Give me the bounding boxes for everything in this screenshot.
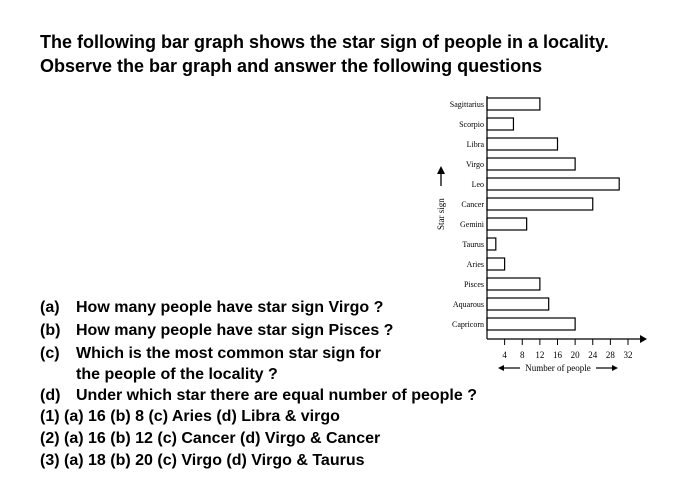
- bar-gemini: [487, 218, 527, 230]
- question-b-text: How many people have star sign Pisces ?: [76, 322, 394, 339]
- bar-capricorn: [487, 318, 575, 330]
- category-label-aquarous: Aquarous: [452, 300, 484, 309]
- question-a-label: (a): [40, 299, 60, 316]
- bar-sagittarius: [487, 98, 540, 110]
- bars-group: [487, 98, 619, 330]
- question-c-text: Which is the most common star sign for: [76, 345, 381, 362]
- category-label-virgo: Virgo: [465, 160, 484, 169]
- option-3: (3) (a) 18 (b) 20 (c) Virgo (d) Virgo & Taurus: [40, 452, 365, 469]
- category-label-leo: Leo: [471, 180, 484, 189]
- bar-pisces: [487, 278, 540, 290]
- category-label-cancer: Cancer: [461, 200, 484, 209]
- question-b: [40, 321, 393, 341]
- bar-scorpio: [487, 118, 513, 130]
- question-d-text: Under which star there are equal number of people ?: [76, 387, 477, 404]
- category-label-taurus: Taurus: [462, 240, 484, 249]
- option-2: (2) (a) 16 (b) 12 (c) Cancer (d) Virgo & Cancer: [40, 430, 381, 447]
- option-1: (1) (a) 16 (b) 8 (c) Aries (d) Libra & virgo: [40, 408, 340, 425]
- category-label-scorpio: Scorpio: [459, 120, 484, 129]
- x-tick-label-28: 28: [605, 350, 615, 360]
- question-d-label: (d): [40, 387, 61, 404]
- category-labels-group: [450, 100, 485, 329]
- x-tick-label-4: 4: [502, 350, 507, 360]
- question-b-label: (b): [40, 322, 61, 339]
- y-axis-label: Star sign: [436, 198, 446, 230]
- x-tick-label-16: 16: [553, 350, 562, 360]
- y-label-arrow-head: [437, 166, 445, 174]
- bar-virgo: [487, 158, 575, 170]
- question-a-text: How many people have star sign Virgo ?: [76, 299, 384, 316]
- bar-taurus: [487, 238, 496, 250]
- question-a: [40, 298, 383, 318]
- category-label-libra: Libra: [466, 140, 484, 149]
- x-tick-label-32: 32: [623, 350, 633, 360]
- question-c: [40, 344, 381, 364]
- x-tick-label-24: 24: [588, 350, 598, 360]
- category-label-capricorn: Capricorn: [452, 320, 484, 329]
- category-label-sagittarius: Sagittarius: [449, 100, 484, 109]
- bar-libra: [487, 138, 558, 150]
- x-label-arrow-right-head: [612, 365, 618, 371]
- x-tick-label-20: 20: [570, 350, 580, 360]
- x-label-arrow-left-head: [498, 365, 504, 371]
- question-c-cont-text: the people of the locality ?: [76, 366, 278, 383]
- category-label-aries: Aries: [466, 260, 484, 269]
- x-ticks-group: [502, 339, 632, 360]
- category-label-pisces: Pisces: [464, 280, 484, 289]
- heading-line-1: The following bar graph shows the star sign of people in a locality.: [40, 32, 609, 52]
- bar-cancer: [487, 198, 593, 210]
- question-c-cont: [40, 365, 278, 385]
- x-tick-label-12: 12: [535, 350, 545, 360]
- x-tick-label-8: 8: [520, 350, 525, 360]
- x-axis-label: Number of people: [525, 363, 591, 373]
- bar-leo: [487, 178, 619, 190]
- question-d: [40, 386, 477, 406]
- category-label-gemini: Gemini: [460, 220, 484, 229]
- question-c-label: (c): [40, 345, 60, 362]
- bar-aquarous: [487, 298, 549, 310]
- x-axis-arrowhead: [640, 335, 647, 343]
- heading-line-2: Observe the bar graph and answer the following questions: [40, 56, 543, 76]
- bar-aries: [487, 258, 505, 270]
